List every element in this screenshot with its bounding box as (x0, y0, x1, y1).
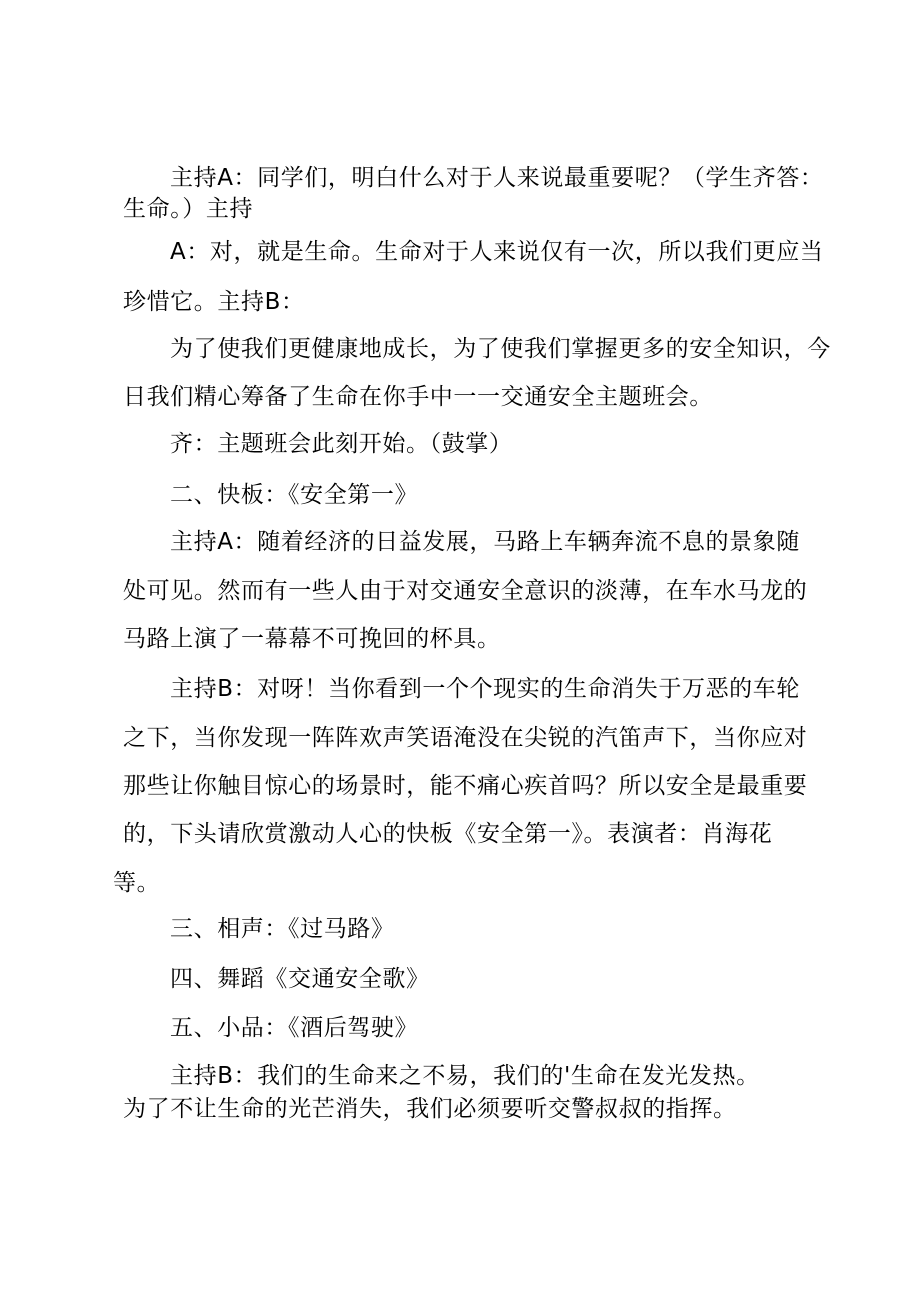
section-heading: 三、相声：《过马路》 (170, 916, 395, 942)
text-line: 等。 (113, 870, 161, 896)
text-line: 主持A：随着经济的日益发展，马路上车辆奔流不息的景象随 (170, 529, 800, 555)
text-line: 为了使我们更健康地成长，为了使我们掌握更多的安全知识，今 (170, 336, 831, 362)
text-line: 齐：主题班会此刻开始。（鼓掌） (170, 431, 513, 457)
text-line: 之下，当你发现一阵阵欢声笑语淹没在尖锐的汽笛声下，当你应对 (123, 725, 808, 751)
text-line: 日我们精心筹备了生命在你手中一一交通安全主题班会。 (123, 384, 713, 410)
section-heading: 五、小品：《酒后驾驶》 (170, 1015, 419, 1041)
text-line: A：对，就是生命。生命对于人来说仅有一次，所以我们更应当 (170, 239, 824, 265)
text-line: 主持B：我们的生命来之不易，我们的'生命在发光发热。 (170, 1063, 760, 1089)
text-line: 珍惜它。主持B： (123, 289, 305, 315)
text-line: 为了不让生命的光芒消失，我们必须要听交警叔叔的指挥。 (123, 1096, 737, 1122)
text-line: 主持A：同学们，明白什么对于人来说最重要呢？（学生齐答： (170, 165, 824, 191)
text-line: 马路上演了一幕幕不可挽回的杯具。 (123, 626, 501, 652)
text-line: 的，下头请欣赏激动人心的快板《安全第一》。表演者：肖海花 (123, 821, 773, 847)
section-heading: 二、快板：《安全第一》 (170, 482, 419, 508)
text-line: 那些让你触目惊心的场景时，能不痛心疾首吗？所以安全是最重要 (123, 773, 808, 799)
text-line: 处可见。然而有一些人由于对交通安全意识的淡薄，在车水马龙的 (123, 578, 808, 604)
text-line: 生命。）主持 (123, 196, 254, 222)
text-line: 主持B：对呀！当你看到一个个现实的生命消失于万恶的车轮 (170, 676, 800, 702)
section-heading: 四、舞蹈《交通安全歌》 (170, 966, 430, 992)
